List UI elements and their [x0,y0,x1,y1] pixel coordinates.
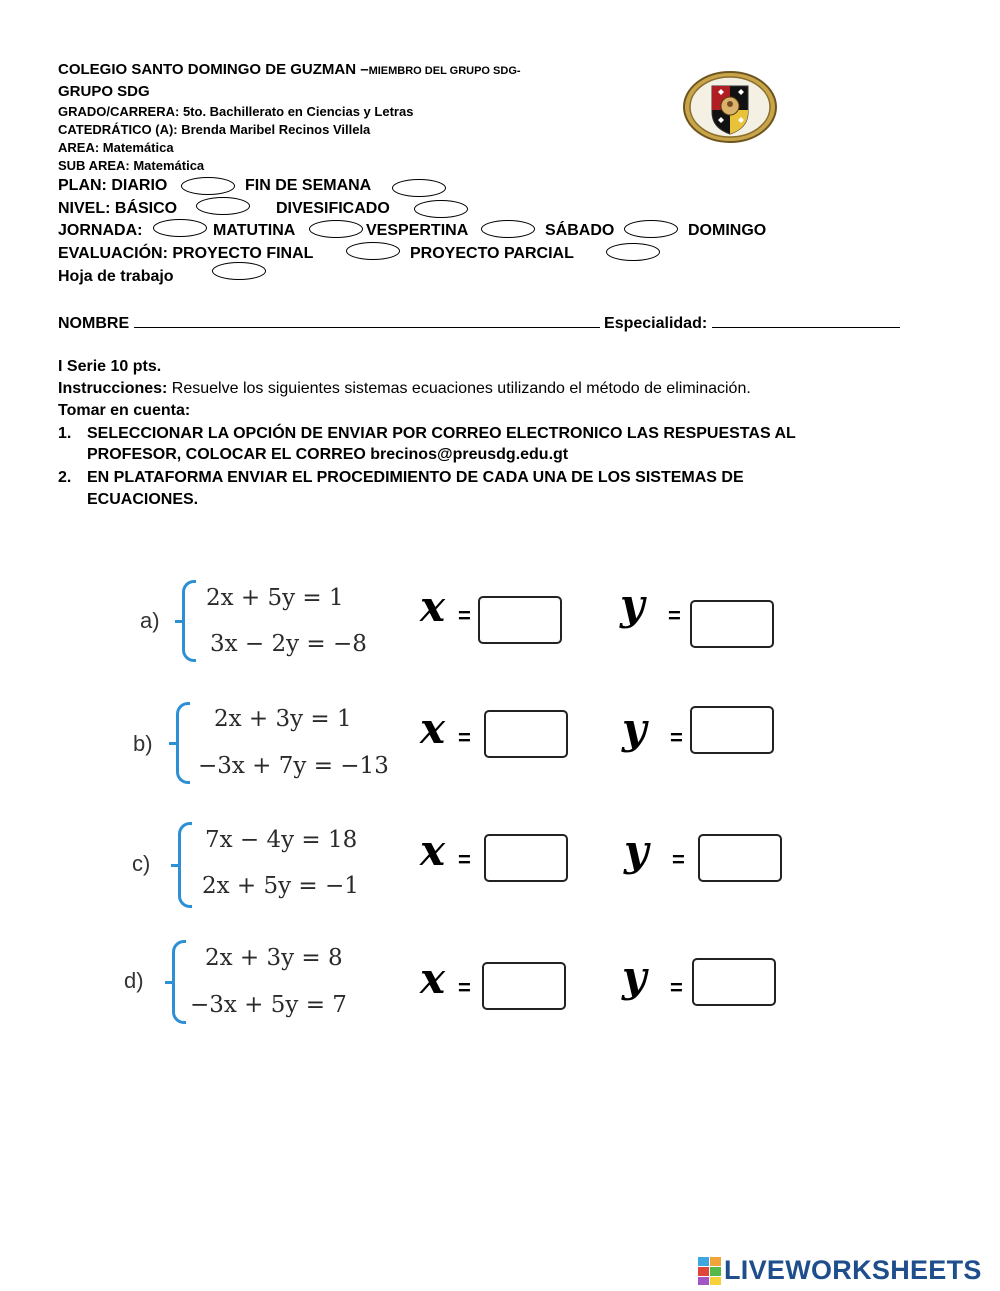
instructions-label: Instrucciones: [58,380,168,397]
school-name [58,61,521,78]
plan-weekend-option[interactable] [392,179,446,197]
problem-a-brace [182,580,196,662]
school-crest-icon [682,70,778,144]
jornada-vespertina-label: VESPERTINA [366,222,469,239]
problem-b-eq2: −3x + 7y = −13 [198,753,389,779]
instructions-line [58,380,751,398]
grade-line: GRADO/CARRERA: 5to. Bachillerato en Ciencias y Letras [58,104,414,119]
problem-b-y-eq: = [670,725,683,750]
group-name: GRUPO SDG [58,83,150,100]
item2-line2: ECUACIONES. [87,491,199,508]
problem-a-eq2: 3x − 2y = −8 [210,631,367,657]
problem-b-x-input[interactable] [484,710,568,758]
specialty-label: Especialidad: [604,315,708,332]
problem-a-y-input[interactable] [690,600,774,648]
nivel-basico-option[interactable] [196,197,250,215]
problem-a-eq1: 2x + 5y = 1 [206,585,344,611]
jornada-sabado-option[interactable] [624,220,678,238]
problem-b-y-label: y [622,704,647,753]
school-suffix: MIEMBRO DEL GRUPO SDG- [368,65,521,77]
item1-number: 1. [58,425,72,442]
problem-a-y-eq: = [668,603,681,628]
nivel-label: NIVEL: BÁSICO [58,200,178,217]
problem-c-label: c) [132,851,151,876]
hoja-label: Hoja de trabajo [58,268,174,285]
specialty-field[interactable] [712,313,900,328]
item1-line1: SELECCIONAR LA OPCIÓN DE ENVIAR POR CORREO ELECTRONICO LAS RESPUESTAS AL [87,425,796,442]
name-row [58,313,900,333]
jornada-label: JORNADA: [58,222,143,239]
item2-number: 2. [58,469,72,486]
series-title: I Serie 10 pts. [58,358,162,375]
problem-c-x-eq: = [458,847,471,872]
eval-final-option[interactable] [346,242,400,260]
eval-label: EVALUACIÓN: PROYECTO FINAL [58,245,314,262]
problem-d-eq1: 2x + 3y = 8 [205,945,343,971]
school-name-text: COLEGIO SANTO DOMINGO DE GUZMAN – [58,61,369,78]
problem-c-x-label: x [420,826,446,875]
problem-d-label: d) [124,968,144,993]
liveworksheets-blocks-icon [698,1257,720,1283]
problem-d-x-label: x [420,954,446,1003]
nivel-div-label: DIVESIFICADO [276,200,390,217]
plan-daily-option[interactable] [181,177,235,195]
eval-parcial-option[interactable] [606,243,660,261]
liveworksheets-logo [698,1254,982,1286]
problem-c-y-eq: = [672,847,685,872]
problem-c-y-label: y [624,826,649,875]
jornada-domingo-label: DOMINGO [688,222,767,239]
eval-parcial-label: PROYECTO PARCIAL [410,245,574,262]
teacher-line: CATEDRÁTICO (A): Brenda Maribel Recinos Villela [58,122,371,137]
problem-b-eq1: 2x + 3y = 1 [214,706,352,732]
problem-b-brace [176,702,190,784]
jornada-matutina-label: MATUTINA [213,222,296,239]
take-note-label: Tomar en cuenta: [58,402,191,419]
problem-d-eq2: −3x + 5y = 7 [190,992,347,1018]
area-line: AREA: Matemática [58,140,174,155]
problem-b-x-eq: = [458,725,471,750]
problem-a-x-input[interactable] [478,596,562,644]
problem-b-x-label: x [420,704,446,753]
problem-b-y-input[interactable] [690,706,774,754]
name-label: NOMBRE [58,315,130,332]
problem-b-label: b) [133,731,153,756]
liveworksheets-brand: LIVEWORKSHEETS [724,1254,982,1285]
jornada-sabado-label: SÁBADO [545,222,615,239]
item1-line2: PROFESOR, COLOCAR EL CORREO brecinos@preusdg.edu.gt [87,446,569,463]
problem-a-label: a) [140,608,160,633]
problem-a-x-eq: = [458,603,471,628]
problem-c-eq1: 7x − 4y = 18 [205,827,358,853]
problem-c-x-input[interactable] [484,834,568,882]
problem-d-y-label: y [622,952,647,1001]
problem-d-x-eq: = [458,975,471,1000]
problem-d-brace [172,940,186,1024]
subarea-line: SUB AREA: Matemática [58,158,205,173]
problem-a-y-label: y [620,580,645,629]
jornada-vespertina-option[interactable] [481,220,535,238]
plan-weekend-label: FIN DE SEMANA [245,177,372,194]
hoja-option[interactable] [212,262,266,280]
nivel-div-option[interactable] [414,200,468,218]
name-field[interactable] [134,313,600,328]
problem-c-brace [178,822,192,908]
problem-d-x-input[interactable] [482,962,566,1010]
problem-c-eq2: 2x + 5y = −1 [202,873,359,899]
jornada-matutina-option[interactable] [309,220,363,238]
problem-d-y-eq: = [670,975,683,1000]
item2-line1: EN PLATAFORMA ENVIAR EL PROCEDIMIENTO DE CADA UNA DE LOS SISTEMAS DE [87,469,744,486]
plan-label: PLAN: DIARIO [58,177,168,194]
instructions-text: Resuelve los siguientes sistemas ecuaciones utilizando el método de eliminación. [167,380,751,397]
problem-d-y-input[interactable] [692,958,776,1006]
problem-c-y-input[interactable] [698,834,782,882]
jornada-option-1[interactable] [153,219,207,237]
problem-a-x-label: x [420,582,446,631]
